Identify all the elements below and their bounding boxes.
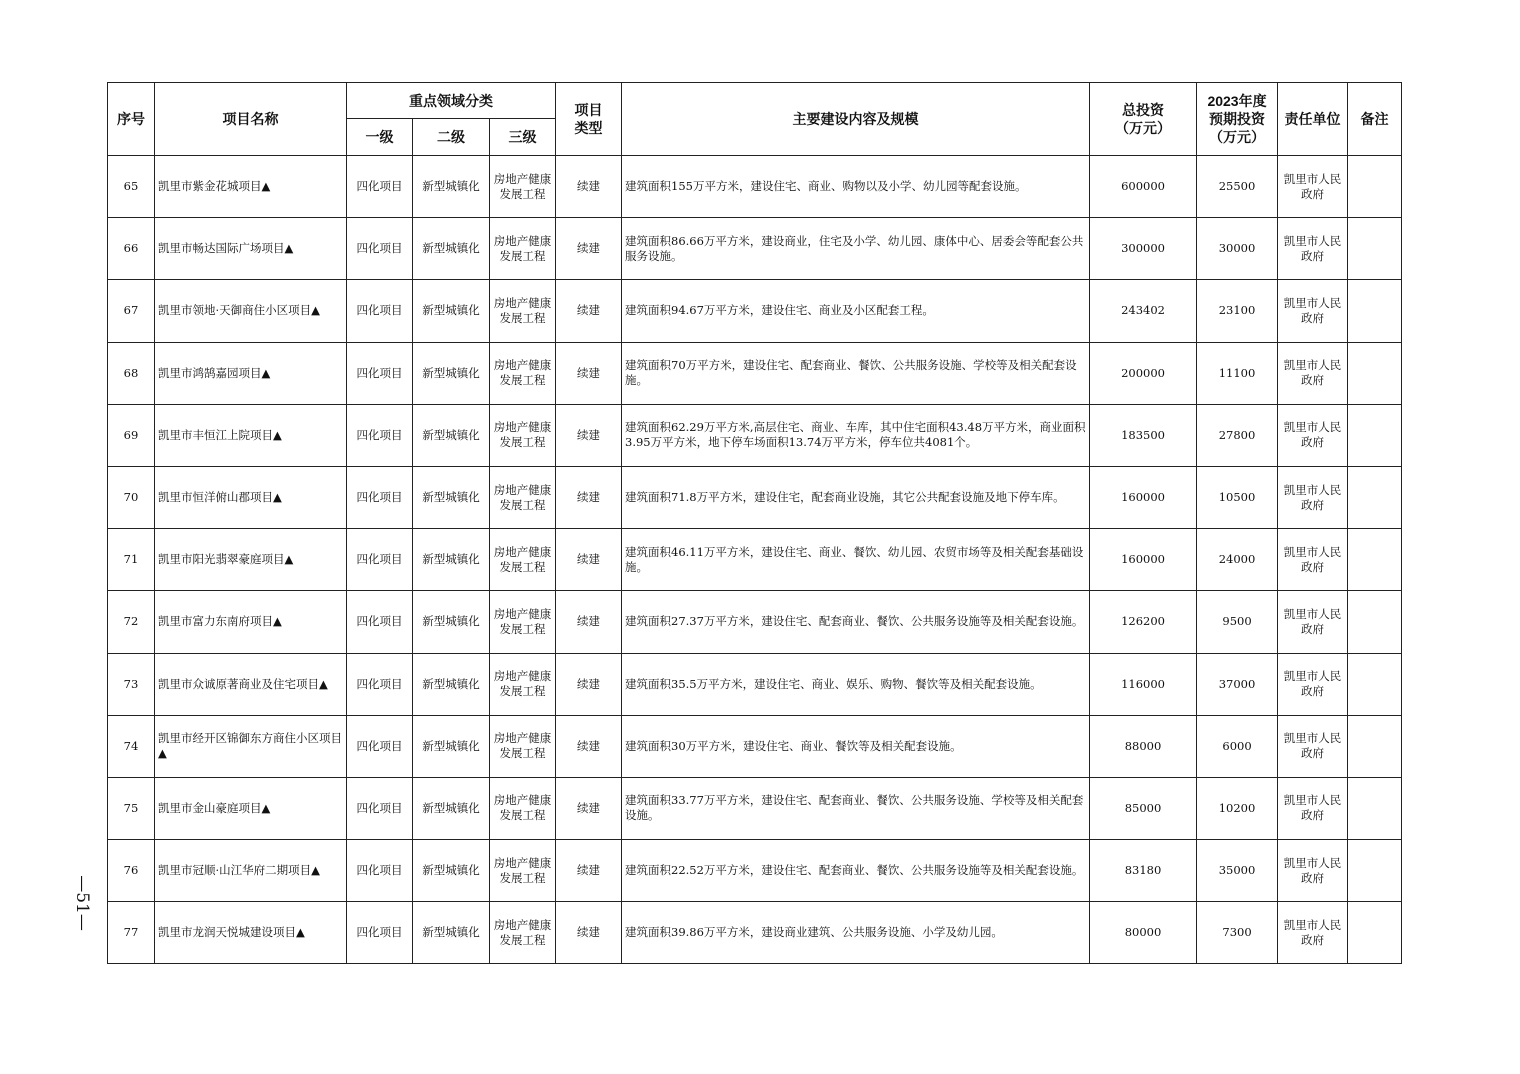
cell-name: 凯里市畅达国际广场项目▲: [155, 218, 347, 280]
cell-plan: 6000: [1197, 715, 1278, 777]
cell-plan: 25500: [1197, 156, 1278, 218]
cell-plan: 11100: [1197, 342, 1278, 404]
cell-content: 建筑面积35.5万平方米，建设住宅、商业、娱乐、购物、餐饮等及相关配套设施。: [622, 653, 1090, 715]
cell-content: 建筑面积33.77万平方米，建设住宅、配套商业、餐饮、公共服务设施、学校等及相关配套设施。: [622, 777, 1090, 839]
cell-content: 建筑面积39.86万平方米，建设商业建筑、公共服务设施、小学及幼儿园。: [622, 902, 1090, 964]
cell-name: 凯里市紫金花城项目▲: [155, 156, 347, 218]
cell-unit: 凯里市人民政府: [1278, 840, 1348, 902]
cell-level1: 四化项目: [347, 218, 413, 280]
cell-unit: 凯里市人民政府: [1278, 902, 1348, 964]
cell-note: [1348, 404, 1402, 466]
table-header: [108, 83, 1402, 156]
cell-total: 116000: [1090, 653, 1197, 715]
cell-name: 凯里市众诚原著商业及住宅项目▲: [155, 653, 347, 715]
cell-plan: 30000: [1197, 218, 1278, 280]
cell-level3: 房地产健康发展工程: [490, 156, 556, 218]
header-type-line1: 项目: [574, 102, 603, 118]
cell-unit: 凯里市人民政府: [1278, 342, 1348, 404]
table-row: [108, 342, 1402, 404]
cell-total: 200000: [1090, 342, 1197, 404]
cell-plan: 24000: [1197, 529, 1278, 591]
header-seq: 序号: [108, 83, 155, 156]
cell-level3: 房地产健康发展工程: [490, 715, 556, 777]
cell-level1: 四化项目: [347, 156, 413, 218]
cell-total: 126200: [1090, 591, 1197, 653]
cell-total: 160000: [1090, 529, 1197, 591]
cell-total: 600000: [1090, 156, 1197, 218]
table-row: [108, 218, 1402, 280]
cell-note: [1348, 591, 1402, 653]
cell-content: 建筑面积46.11万平方米，建设住宅、商业、餐饮、幼儿园、农贸市场等及相关配套基础设施。: [622, 529, 1090, 591]
header-content: 主要建设内容及规模: [622, 83, 1090, 156]
cell-total: 300000: [1090, 218, 1197, 280]
cell-name: 凯里市金山豪庭项目▲: [155, 777, 347, 839]
cell-unit: 凯里市人民政府: [1278, 715, 1348, 777]
cell-note: [1348, 529, 1402, 591]
cell-type: 续建: [556, 280, 622, 342]
cell-level2: 新型城镇化: [413, 902, 490, 964]
cell-content: 建筑面积70万平方米，建设住宅、配套商业、餐饮、公共服务设施、学校等及相关配套设施。: [622, 342, 1090, 404]
table-row: [108, 280, 1402, 342]
header-plan-line2: 预期投资: [1209, 111, 1266, 127]
cell-level1: 四化项目: [347, 280, 413, 342]
cell-unit: 凯里市人民政府: [1278, 218, 1348, 280]
cell-content: 建筑面积62.29万平方米,高层住宅、商业、车库，其中住宅面积43.48万平方米，商业面积3.95万平方米，地下停车场面积13.74万平方米，停车位共4081个。: [622, 404, 1090, 466]
cell-level1: 四化项目: [347, 466, 413, 528]
cell-unit: 凯里市人民政府: [1278, 591, 1348, 653]
header-type: [556, 83, 622, 156]
cell-name: 凯里市阳光翡翠豪庭项目▲: [155, 529, 347, 591]
cell-note: [1348, 218, 1402, 280]
cell-level1: 四化项目: [347, 840, 413, 902]
cell-note: [1348, 840, 1402, 902]
table-row: [108, 777, 1402, 839]
cell-level1: 四化项目: [347, 591, 413, 653]
cell-plan: 10200: [1197, 777, 1278, 839]
cell-level2: 新型城镇化: [413, 777, 490, 839]
cell-seq: 74: [108, 715, 155, 777]
cell-type: 续建: [556, 218, 622, 280]
header-unit: 责任单位: [1278, 83, 1348, 156]
cell-note: [1348, 342, 1402, 404]
table-body: [108, 156, 1402, 964]
header-type-line2: 类型: [574, 120, 603, 136]
cell-level2: 新型城镇化: [413, 280, 490, 342]
cell-level3: 房地产健康发展工程: [490, 777, 556, 839]
cell-seq: 72: [108, 591, 155, 653]
cell-level2: 新型城镇化: [413, 591, 490, 653]
cell-unit: 凯里市人民政府: [1278, 529, 1348, 591]
header-plan-line3: （万元）: [1209, 129, 1266, 145]
table-row: [108, 156, 1402, 218]
cell-note: [1348, 902, 1402, 964]
cell-level2: 新型城镇化: [413, 404, 490, 466]
cell-type: 续建: [556, 156, 622, 218]
cell-type: 续建: [556, 840, 622, 902]
cell-name: 凯里市冠顺·山江华府二期项目▲: [155, 840, 347, 902]
header-domain: 重点领域分类: [347, 83, 556, 119]
cell-total: 88000: [1090, 715, 1197, 777]
cell-type: 续建: [556, 404, 622, 466]
header-total-line1: 总投资: [1122, 102, 1165, 118]
cell-level2: 新型城镇化: [413, 218, 490, 280]
page-number: —51—: [72, 875, 92, 931]
header-plan-line1: 2023年度: [1207, 93, 1267, 109]
table-row: [108, 653, 1402, 715]
cell-total: 83180: [1090, 840, 1197, 902]
cell-content: 建筑面积71.8万平方米，建设住宅，配套商业设施，其它公共配套设施及地下停车库。: [622, 466, 1090, 528]
cell-unit: 凯里市人民政府: [1278, 653, 1348, 715]
header-level2: 二级: [413, 119, 490, 156]
header-note: 备注: [1348, 83, 1402, 156]
cell-seq: 71: [108, 529, 155, 591]
cell-level2: 新型城镇化: [413, 156, 490, 218]
cell-plan: 27800: [1197, 404, 1278, 466]
cell-type: 续建: [556, 342, 622, 404]
cell-note: [1348, 156, 1402, 218]
cell-plan: 10500: [1197, 466, 1278, 528]
cell-type: 续建: [556, 902, 622, 964]
table-row: [108, 591, 1402, 653]
cell-seq: 68: [108, 342, 155, 404]
cell-level2: 新型城镇化: [413, 653, 490, 715]
cell-name: 凯里市恒洋俯山郡项目▲: [155, 466, 347, 528]
cell-level2: 新型城镇化: [413, 840, 490, 902]
cell-content: 建筑面积86.66万平方米，建设商业，住宅及小学、幼儿园、康体中心、居委会等配套公共服务设施。: [622, 218, 1090, 280]
cell-level1: 四化项目: [347, 715, 413, 777]
cell-name: 凯里市丰恒江上院项目▲: [155, 404, 347, 466]
cell-name: 凯里市鸿鹄嘉园项目▲: [155, 342, 347, 404]
cell-note: [1348, 777, 1402, 839]
cell-total: 183500: [1090, 404, 1197, 466]
cell-level3: 房地产健康发展工程: [490, 218, 556, 280]
cell-unit: 凯里市人民政府: [1278, 156, 1348, 218]
cell-level3: 房地产健康发展工程: [490, 466, 556, 528]
header-plan: [1197, 83, 1278, 156]
project-table: [107, 82, 1402, 964]
cell-level1: 四化项目: [347, 529, 413, 591]
cell-level2: 新型城镇化: [413, 342, 490, 404]
cell-type: 续建: [556, 777, 622, 839]
header-level1: 一级: [347, 119, 413, 156]
cell-plan: 9500: [1197, 591, 1278, 653]
cell-level1: 四化项目: [347, 342, 413, 404]
cell-seq: 73: [108, 653, 155, 715]
header-name: 项目名称: [155, 83, 347, 156]
cell-unit: 凯里市人民政府: [1278, 280, 1348, 342]
header-total: [1090, 83, 1197, 156]
cell-name: 凯里市富力东南府项目▲: [155, 591, 347, 653]
table-row: [108, 529, 1402, 591]
cell-level3: 房地产健康发展工程: [490, 342, 556, 404]
cell-seq: 70: [108, 466, 155, 528]
cell-total: 80000: [1090, 902, 1197, 964]
cell-level3: 房地产健康发展工程: [490, 591, 556, 653]
cell-total: 85000: [1090, 777, 1197, 839]
cell-level3: 房地产健康发展工程: [490, 280, 556, 342]
cell-level1: 四化项目: [347, 777, 413, 839]
cell-level1: 四化项目: [347, 653, 413, 715]
cell-note: [1348, 280, 1402, 342]
header-total-line2: （万元）: [1115, 120, 1172, 136]
cell-seq: 77: [108, 902, 155, 964]
cell-type: 续建: [556, 591, 622, 653]
cell-content: 建筑面积94.67万平方米，建设住宅、商业及小区配套工程。: [622, 280, 1090, 342]
table-row: [108, 466, 1402, 528]
cell-level1: 四化项目: [347, 404, 413, 466]
cell-total: 243402: [1090, 280, 1197, 342]
cell-level3: 房地产健康发展工程: [490, 529, 556, 591]
cell-level3: 房地产健康发展工程: [490, 404, 556, 466]
cell-content: 建筑面积27.37万平方米，建设住宅、配套商业、餐饮、公共服务设施等及相关配套设施。: [622, 591, 1090, 653]
table-row: [108, 715, 1402, 777]
cell-type: 续建: [556, 715, 622, 777]
cell-level3: 房地产健康发展工程: [490, 840, 556, 902]
cell-seq: 69: [108, 404, 155, 466]
cell-level3: 房地产健康发展工程: [490, 653, 556, 715]
cell-type: 续建: [556, 653, 622, 715]
cell-name: 凯里市领地·天御商住小区项目▲: [155, 280, 347, 342]
cell-unit: 凯里市人民政府: [1278, 466, 1348, 528]
cell-name: 凯里市龙润天悦城建设项目▲: [155, 902, 347, 964]
cell-plan: 7300: [1197, 902, 1278, 964]
cell-type: 续建: [556, 529, 622, 591]
table-row: [108, 840, 1402, 902]
cell-level3: 房地产健康发展工程: [490, 902, 556, 964]
table-row: [108, 902, 1402, 964]
cell-level1: 四化项目: [347, 902, 413, 964]
cell-total: 160000: [1090, 466, 1197, 528]
cell-plan: 37000: [1197, 653, 1278, 715]
cell-content: 建筑面积155万平方米，建设住宅、商业、购物以及小学、幼儿园等配套设施。: [622, 156, 1090, 218]
cell-plan: 35000: [1197, 840, 1278, 902]
cell-seq: 66: [108, 218, 155, 280]
cell-seq: 76: [108, 840, 155, 902]
cell-content: 建筑面积22.52万平方米，建设住宅、配套商业、餐饮、公共服务设施等及相关配套设施。: [622, 840, 1090, 902]
cell-seq: 67: [108, 280, 155, 342]
table-row: [108, 404, 1402, 466]
cell-note: [1348, 653, 1402, 715]
header-level3: 三级: [490, 119, 556, 156]
cell-type: 续建: [556, 466, 622, 528]
cell-unit: 凯里市人民政府: [1278, 777, 1348, 839]
cell-note: [1348, 715, 1402, 777]
cell-unit: 凯里市人民政府: [1278, 404, 1348, 466]
cell-level2: 新型城镇化: [413, 466, 490, 528]
cell-seq: 75: [108, 777, 155, 839]
cell-plan: 23100: [1197, 280, 1278, 342]
cell-content: 建筑面积30万平方米，建设住宅、商业、餐饮等及相关配套设施。: [622, 715, 1090, 777]
cell-level2: 新型城镇化: [413, 715, 490, 777]
cell-note: [1348, 466, 1402, 528]
cell-seq: 65: [108, 156, 155, 218]
cell-name: 凯里市经开区锦御东方商住小区项目▲: [155, 715, 347, 777]
cell-level2: 新型城镇化: [413, 529, 490, 591]
